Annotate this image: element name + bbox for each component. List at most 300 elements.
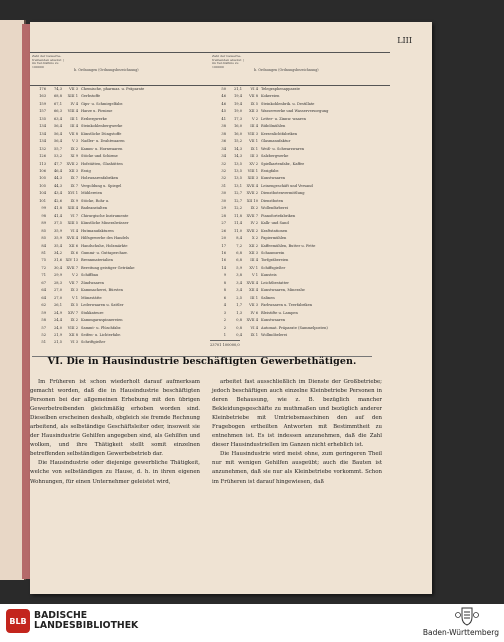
state-name: Baden-Württemberg <box>422 628 499 637</box>
group-code: IX 5 <box>70 303 78 308</box>
order-name: Handschuhe, Holzmärkte <box>81 243 128 248</box>
group-code: XVII 4 <box>246 183 258 188</box>
table-row <box>210 183 390 190</box>
count-per-100000: 3,8 <box>236 273 242 278</box>
order-name: Holzwaarenfabriken <box>81 176 119 181</box>
count-absolute: 2 <box>223 325 226 330</box>
order-name: Letter- u. Zinnw. waaren <box>261 116 306 121</box>
table-row <box>210 146 390 153</box>
table-row <box>30 131 210 138</box>
table-row <box>30 175 210 182</box>
table-row <box>210 131 390 138</box>
group-code: VI 7 <box>70 213 78 218</box>
table-row <box>210 317 390 324</box>
paragraph: Die Hausindustrie oder diejenige gewerbliche Thätigkeit, welche von selbständigen zu Hause, d. h. in ihren eigenen Wohnungen, für einen Unternehmer geleistet wird, <box>30 460 200 485</box>
order-name: Kunstwaaren <box>261 318 286 323</box>
order-name: Salzbergwerke <box>261 154 289 159</box>
group-code: XVII 7 <box>246 213 258 218</box>
count-absolute: 2 <box>223 318 226 323</box>
count-absolute: 31 <box>221 183 226 188</box>
order-name: Bereitung geistiger Getränke <box>81 265 135 270</box>
order-name: Künstliche Mineralwässer <box>81 221 129 226</box>
table-row <box>30 213 210 220</box>
group-code: V 3 <box>71 139 78 144</box>
count-absolute: 32 <box>221 176 226 181</box>
group-code: IX 2 <box>250 206 258 211</box>
group-code: IX 2 <box>70 146 78 151</box>
group-code: IX 3 <box>70 288 78 293</box>
table-row <box>210 213 390 220</box>
count-absolute: 29 <box>221 206 226 211</box>
group-code: XII 3 <box>249 109 258 114</box>
group-code: XIII 5 <box>67 221 78 226</box>
table-row <box>210 198 390 205</box>
count-absolute: 52 <box>41 332 46 337</box>
table-row <box>210 243 390 250</box>
count-per-100000: 0,8 <box>236 325 242 330</box>
count-absolute: 106 <box>39 168 46 173</box>
paragraph: Im Früheren ist schon wiederholt darauf aufmerksam gemacht worden, daß die in Hausindustrie beschäftigten Personen bei der allgemeinen Erhebung mit den übrigen Gewerbetreibenden gleichmäßig erhoben worden sind. Dieselben erscheinen deshalb, obgleich sie fremde Rechnung arbeitend, als selbständige Geschäftsleiter oder, insoweit sie der Hausindustrie Gehilfen angegeben sind, als Gehilfen und wolken, und ihre Thätigkeit stellt somit einzelnen betreffenden selbständigen Gewerbebetrieb dar. <box>30 379 200 458</box>
count-absolute: 8 <box>223 280 226 285</box>
table-row <box>30 243 210 250</box>
group-code: IV 4 <box>70 101 78 106</box>
count-absolute: 3 <box>223 310 226 315</box>
count-per-100000: 66,3 <box>53 109 62 114</box>
table-column-right <box>210 52 390 350</box>
count-absolute: 6 <box>223 295 226 300</box>
group-code: VII 7 <box>69 280 78 285</box>
order-name: Chemische, pharmaz. u. Präparate <box>81 87 145 91</box>
count-per-100000: 5,9 <box>236 265 242 270</box>
order-name: Kammacherei, Bürsten <box>81 288 123 293</box>
count-absolute: 30 <box>221 191 226 196</box>
group-code: VII 8 <box>69 131 78 136</box>
group-code: VII 8 <box>249 94 258 99</box>
count-absolute: 30 <box>221 198 226 203</box>
count-per-100000: 27,0 <box>53 295 62 300</box>
order-name: Kalk- und Sand <box>261 221 289 226</box>
table-row <box>30 220 210 227</box>
count-per-100000: 37,5 <box>53 221 62 226</box>
count-absolute: 75 <box>41 258 46 263</box>
count-per-100000: 0,4 <box>236 332 242 337</box>
order-name: Wasserwerke und Wasserversorgung <box>261 109 329 114</box>
count-per-100000: 35,9 <box>53 236 62 241</box>
paragraph: Die Hausindustrie wird meist ohne, zum geringeren Theil nur mit wenigen Gehilfen ausgeübt; auch die Bauten ist anzunehmen, daß sie nur als Kleinbetriebe vorkommt. Schon im Früheren ist darauf hingewiesen, daß <box>212 451 382 485</box>
order-name: Kraftstationen <box>261 228 288 233</box>
order-name: Hutmanufakturen <box>81 228 114 233</box>
count-absolute: 26 <box>221 228 226 233</box>
order-name: Stöcke und Schirme <box>81 154 118 159</box>
count-per-100000: 19,4 <box>233 101 242 106</box>
order-name: Kokereien <box>261 94 280 99</box>
table-row <box>210 272 390 279</box>
count-absolute: 101 <box>39 198 46 203</box>
count-absolute: 126 <box>39 154 46 159</box>
group-code: X 2 <box>252 236 258 241</box>
table-row <box>30 183 210 190</box>
count-per-100000: 63,4 <box>53 116 62 121</box>
count-absolute: 46 <box>221 101 226 106</box>
group-code: V 2 <box>71 273 78 278</box>
table-row <box>30 257 210 264</box>
table-row <box>30 146 210 153</box>
order-name: Gips- u. Schmirgelfabr. <box>81 101 123 106</box>
count-per-100000: 12,7 <box>233 198 242 203</box>
table-row <box>30 101 210 108</box>
group-code: V 2 <box>251 116 258 121</box>
table-row <box>30 205 210 212</box>
count-absolute: 4 <box>223 303 226 308</box>
group-code: XII 3 <box>249 250 258 255</box>
group-code: XII 3 <box>69 168 78 173</box>
count-absolute: 27 <box>221 221 226 226</box>
count-per-100000: 13,5 <box>233 176 242 181</box>
table-row <box>210 101 390 108</box>
group-code: XVII 4 <box>246 280 258 285</box>
group-code: VIII 2 <box>67 325 78 330</box>
table-row <box>210 175 390 182</box>
count-per-100000: 3,4 <box>236 280 242 285</box>
count-absolute: 8 <box>223 288 226 293</box>
count-absolute: 64 <box>41 295 46 300</box>
group-code: IV 6 <box>250 310 258 315</box>
group-code: VI 4 <box>250 325 258 330</box>
table-row <box>30 235 210 242</box>
count-absolute: 36 <box>221 139 226 144</box>
count-per-100000: 15,2 <box>233 139 242 144</box>
group-code: IX 7 <box>70 176 78 181</box>
table-row <box>210 280 390 287</box>
count-absolute: 58 <box>41 318 46 323</box>
group-code: XIII 4 <box>67 206 78 211</box>
table-row <box>210 310 390 317</box>
table-row <box>30 287 210 294</box>
count-per-100000: 43,4 <box>53 191 62 196</box>
blb-logo-icon[interactable]: BLB <box>6 609 30 633</box>
count-per-100000: 44,3 <box>53 176 62 181</box>
count-absolute: 98 <box>41 213 46 218</box>
page-binding-strip <box>22 24 30 579</box>
count-absolute: 84 <box>41 243 46 248</box>
count-per-100000: 17,3 <box>233 116 242 121</box>
count-absolute: 57 <box>41 325 46 330</box>
count-absolute: 14 <box>221 265 226 270</box>
count-absolute: 81 <box>41 250 46 255</box>
count-absolute: 67 <box>41 280 46 285</box>
header-orders: b. Ordnungen (Ordnungsbezeichnung) <box>254 68 319 72</box>
table-row <box>30 295 210 302</box>
count-per-100000: 27,0 <box>53 288 62 293</box>
count-per-100000: 42,6 <box>53 198 62 203</box>
table-column-left <box>30 52 210 347</box>
order-name: Kaffeemühlen, Butter u. Fette <box>261 243 316 248</box>
group-code: XVII 7 <box>66 265 78 270</box>
count-absolute: 34 <box>221 154 226 159</box>
order-name: Automat. Präparate (Sammelposten) <box>261 325 328 330</box>
count-absolute: 176 <box>39 87 46 91</box>
order-name: Weiß- u. Schwarzwaren <box>261 146 305 151</box>
count-per-100000: 31,6 <box>53 258 62 263</box>
count-per-100000: 8,4 <box>236 236 242 241</box>
order-name: Chirurgische Instrumente <box>81 213 129 218</box>
order-name: Stöcke, Rohr u. <box>81 198 110 203</box>
count-per-100000: 35,4 <box>53 243 62 248</box>
count-per-100000: 14,3 <box>233 146 242 151</box>
group-code: XIII 3 <box>247 176 258 181</box>
count-absolute: 16 <box>221 250 226 255</box>
group-code: VI 3 <box>70 340 78 345</box>
count-absolute: 105 <box>39 176 46 181</box>
count-per-100000: 41,8 <box>53 206 62 211</box>
order-name: Glasmanufaktur <box>261 139 291 144</box>
table-row <box>30 332 210 339</box>
group-code: III 3 <box>250 154 258 159</box>
table-row <box>210 86 390 93</box>
table-row <box>210 220 390 227</box>
count-per-100000: 28,3 <box>53 280 62 285</box>
group-code: XIV 7 <box>67 310 78 315</box>
table-row <box>210 250 390 257</box>
count-absolute: 59 <box>41 310 46 315</box>
table-row <box>210 228 390 235</box>
count-per-100000: 3,4 <box>236 288 242 293</box>
count-absolute: 9 <box>223 273 226 278</box>
order-name: Schriftgießer <box>81 340 106 345</box>
group-code: III 4 <box>250 258 258 263</box>
order-name: Essigfabr. <box>261 168 279 173</box>
table-row <box>210 325 390 332</box>
count-absolute: 38 <box>221 124 226 129</box>
section-title: VI. Die in Hausindustrie beschäftigten Gewerbethätigen. <box>47 356 357 367</box>
count-per-100000: 56,4 <box>53 124 62 129</box>
count-per-100000: 46,4 <box>53 168 62 173</box>
count-per-100000: 0,8 <box>236 318 242 323</box>
count-per-100000: 13,5 <box>233 168 242 173</box>
library-name[interactable] <box>34 611 138 631</box>
order-name: Zündwaaren <box>81 280 104 285</box>
group-code: III 4 <box>250 124 258 129</box>
order-name: Hilfsgewerbe des Handels <box>81 236 129 241</box>
count-absolute: 134 <box>39 131 46 136</box>
group-code: IX 9 <box>70 198 78 203</box>
order-name: Künstliche Düngstoffe <box>81 131 122 136</box>
order-name: Papiermühlen <box>261 236 287 241</box>
order-name: Nadler- u. Drahtwaaren <box>81 139 125 144</box>
order-name: Hofstätten, Glashütten <box>81 161 123 166</box>
group-code: IX 2 <box>70 318 78 323</box>
order-name: Dienstboten <box>261 198 284 203</box>
count-per-100000: 34,2 <box>53 250 62 255</box>
table-row <box>30 228 210 235</box>
count-per-100000: 21,1 <box>233 87 242 91</box>
table-row <box>30 86 210 93</box>
header-counts: Zahl der Gewerbe-treibenden absolut | im Ver-hältnis zu 100000 <box>32 54 64 69</box>
table-row <box>30 317 210 324</box>
count-absolute: 85 <box>41 236 46 241</box>
order-name: Rübölmühlen <box>261 124 286 129</box>
order-name: Mühlereien <box>81 191 103 196</box>
count-absolute: 1 <box>223 332 226 337</box>
order-name: Leinengeschäft und Versand <box>261 183 313 188</box>
table-row <box>30 272 210 279</box>
group-code: VIII 1 <box>247 168 258 173</box>
group-code: VIII 3 <box>247 131 258 136</box>
group-code: VI 4 <box>70 228 78 233</box>
order-name: Dienstbotenvermittlung <box>261 191 305 196</box>
count-per-100000: 68,8 <box>53 94 62 99</box>
order-name: Schiffbau <box>81 273 99 278</box>
count-per-100000: 56,4 <box>53 139 62 144</box>
group-code: XV 2 <box>249 161 258 166</box>
order-name: Erzbergwerke <box>81 116 107 121</box>
count-absolute: 34 <box>221 146 226 151</box>
group-code: XVII 2 <box>246 191 258 196</box>
table-header-right <box>210 52 390 86</box>
order-name: Kunstwaaren <box>261 176 286 181</box>
count-per-100000: 16,0 <box>233 124 242 129</box>
count-per-100000: 1,3 <box>236 310 242 315</box>
count-per-100000: 67,1 <box>53 101 62 106</box>
count-per-100000: 24,0 <box>53 325 62 330</box>
count-absolute: 62 <box>41 303 46 308</box>
order-name: Lederwaaren u. Sattler <box>81 303 124 308</box>
group-code: XIV 13 <box>65 258 78 263</box>
group-code: XVII 4 <box>246 318 258 323</box>
table-row <box>30 138 210 145</box>
group-code: III 1 <box>70 116 78 121</box>
count-absolute: 104 <box>39 191 46 196</box>
count-per-100000: 29,9 <box>53 273 62 278</box>
order-name: Salinen <box>261 295 275 300</box>
order-name: Kunsteis <box>261 273 277 278</box>
count-per-100000: 13,1 <box>233 183 242 188</box>
count-per-100000: 21,5 <box>53 340 62 345</box>
count-absolute: 46 <box>221 94 226 99</box>
order-name: Schaumwein <box>261 250 285 255</box>
table-row <box>30 325 210 332</box>
count-absolute: 71 <box>41 273 46 278</box>
order-name: Farbwaaren u. Teerfabriken <box>261 303 313 308</box>
table-row <box>210 265 390 272</box>
count-per-100000: 6,8 <box>236 250 242 255</box>
order-name: Gerbstoffe <box>81 94 101 99</box>
count-absolute: 64 <box>41 288 46 293</box>
table-row <box>210 123 390 130</box>
table-row <box>30 190 210 197</box>
order-name: Kamm- u. Hornwaaren <box>81 146 123 151</box>
table-row <box>210 93 390 100</box>
table-row <box>210 153 390 160</box>
count-absolute: 85 <box>41 228 46 233</box>
order-name: Pianofortefabriken <box>261 213 296 218</box>
count-per-100000: 74,3 <box>53 87 62 91</box>
count-absolute: 38 <box>221 131 226 136</box>
count-absolute: 89 <box>41 221 46 226</box>
order-name: Steinkohlenbergwerke <box>81 124 123 129</box>
group-code: XVI 1 <box>67 191 78 196</box>
order-name: Stukkateure <box>81 310 104 315</box>
count-absolute: 51 <box>41 340 46 345</box>
order-name: Kunstwaaren, Mineralw. <box>261 288 306 293</box>
group-code: IX 6 <box>70 250 78 255</box>
paragraph: arbeitet fast ausschließlich im Dienste der Großbetriebe; jedoch beschäftigen auch einzelne Kleinbetriebe Personen in deren Behausung, wie z. B. bezüglich mancher Bekleidungsgeschäfte zu muthmaßen und bezüglich anderer Kleinbetriebe mit Umtriebsmaschinen den auf den Fragebogen ertheilten Antworten mit Bestimmtheit zu entnehmen ist. Es ist indessen anzunehmen, daß die Zahl dieser Hausindustriellen im Ganzen nicht erheblich ist. <box>212 379 382 449</box>
table-row <box>30 265 210 272</box>
order-name: Münzstätte <box>81 295 102 300</box>
group-code: IX 1 <box>250 332 258 337</box>
group-code: V 1 <box>251 273 258 278</box>
order-name: Torfgräbereien <box>261 258 289 263</box>
count-absolute: 41 <box>221 116 226 121</box>
order-name: Wollenfärberei <box>261 206 288 211</box>
table-row <box>30 339 210 346</box>
header-orders: b. Ordnungen (Ordnungsbezeichnung) <box>74 68 139 72</box>
table-row <box>30 302 210 309</box>
count-absolute: 20 <box>221 236 226 241</box>
table-row <box>30 116 210 123</box>
group-code: XVII 4 <box>66 236 78 241</box>
count-per-100000: 11,4 <box>233 221 242 226</box>
group-code: III 1 <box>250 295 258 300</box>
body-column-left <box>30 378 200 487</box>
count-per-100000: 41,4 <box>53 213 62 218</box>
count-per-100000: 26,1 <box>53 303 62 308</box>
count-per-100000: 11,8 <box>233 213 242 218</box>
library-line-2: LANDESBIBLIOTHEK <box>34 620 139 631</box>
group-code: XII 10 <box>246 198 258 203</box>
count-absolute: 32 <box>221 161 226 166</box>
table-row <box>210 138 390 145</box>
count-absolute: 163 <box>39 94 46 99</box>
count-absolute: 45 <box>221 109 226 114</box>
table-row <box>210 161 390 168</box>
table-row <box>210 168 390 175</box>
group-code: IX 7 <box>70 183 78 188</box>
group-code: XII 4 <box>249 288 258 293</box>
table-row <box>30 310 210 317</box>
order-name: Badeanstalten <box>81 206 108 211</box>
page-number: LIII <box>397 36 412 45</box>
count-per-100000: 13,5 <box>233 161 242 166</box>
table-row <box>210 302 390 309</box>
order-name: Essig <box>81 168 91 173</box>
group-code: XII 2 <box>249 243 258 248</box>
count-absolute: 135 <box>39 116 46 121</box>
table-row <box>210 205 390 212</box>
count-absolute: 113 <box>39 161 46 166</box>
count-absolute: 159 <box>39 101 46 106</box>
group-code: VI 4 <box>250 87 258 91</box>
table-row <box>30 198 210 205</box>
count-absolute: 72 <box>41 265 46 270</box>
order-name: Kerzenlichtfabriken <box>261 131 298 136</box>
count-per-100000: 1,7 <box>236 303 242 308</box>
count-absolute: 50 <box>221 87 226 91</box>
count-absolute: 16 <box>221 258 226 263</box>
count-per-100000: 35,9 <box>53 228 62 233</box>
table-row <box>30 280 210 287</box>
group-code: XII 8 <box>69 332 78 337</box>
order-name: Kammgarnspinnereien <box>81 318 123 323</box>
count-absolute: 134 <box>39 124 46 129</box>
count-per-100000: 21,9 <box>53 332 62 337</box>
count-absolute: 134 <box>39 139 46 144</box>
order-name: Spielkartenfabr., Kaffee <box>261 161 305 166</box>
order-name: Steinkohlenbrik. u. Destillate <box>261 101 315 106</box>
state-crest-icon <box>454 606 480 626</box>
count-per-100000: 12,2 <box>233 206 242 211</box>
table-row <box>210 295 390 302</box>
